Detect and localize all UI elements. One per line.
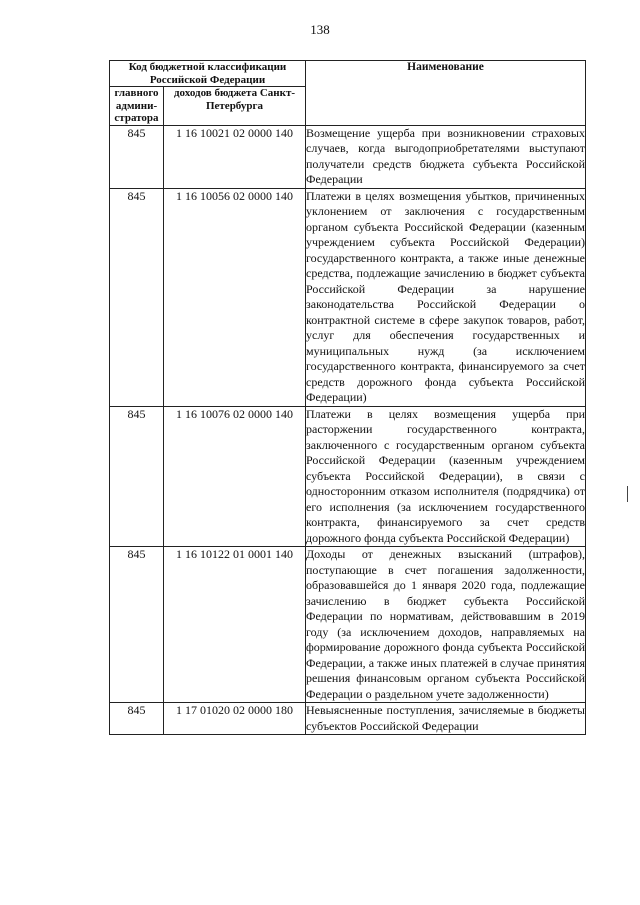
admin-code-cell: 845 xyxy=(110,406,164,547)
scan-artifact-mark xyxy=(627,486,628,502)
description-cell: Платежи в целях возмещения убытков, причиненных уклонением от заключения с государственным органом субъекта Российской Федерации (казенным учреждением субъекта Российской Федерации) государственного контракта, а также иные денежные средства, подлежащие зачислению в бюджет субъекта Российской Федерации за нарушение законодательства Российской Федерации о контрактной системе в сфере закупок товаров, работ, услуг для обеспечения государственных и муниципальных нужд (за исключением государственного контракта, финансируемого за счет средств дорожного фонда субъекта Российской Федерации) xyxy=(306,188,585,404)
table-row xyxy=(110,188,586,406)
table-row xyxy=(110,125,586,188)
table-row xyxy=(110,547,586,703)
admin-code-cell: 845 xyxy=(110,547,164,703)
page-number: 138 xyxy=(310,22,330,37)
admin-code-cell: 845 xyxy=(110,125,164,188)
income-code-cell: 1 16 10076 02 0000 140 xyxy=(164,406,306,547)
header-income: доходов бюджета Санкт-Петербурга xyxy=(164,87,306,126)
description-cell: Невыясненные поступления, зачисляемые в бюджеты субъектов Российской Федерации xyxy=(306,703,585,733)
income-code-cell: 1 16 10056 02 0000 140 xyxy=(164,188,306,406)
table-row xyxy=(110,703,586,735)
budget-classification-table xyxy=(109,60,586,735)
description-cell: Платежи в целях возмещения ущерба при расторжении государственного контракта, заключенного с государственным органом субъекта Российской Федерации (казенным учреждением субъекта Российской Федерации), в связи с односторонним отказом исполнителя (подрядчика) от его исполнения (за исключением государственного контракта, финансируемого за счет средств дорожного фонда субъекта Российской Федерации) xyxy=(306,406,585,545)
income-code-cell: 1 16 10122 01 0001 140 xyxy=(164,547,306,703)
income-code-cell: 1 17 01020 02 0000 180 xyxy=(164,703,306,735)
header-admin: главного админи-стратора xyxy=(110,87,164,126)
admin-code-cell: 845 xyxy=(110,188,164,406)
income-code-cell: 1 16 10021 02 0000 140 xyxy=(164,125,306,188)
header-budget-code-group: Код бюджетной классификации Российской Федерации xyxy=(110,61,306,87)
admin-code-cell: 845 xyxy=(110,703,164,735)
header-name: Наименование xyxy=(306,61,586,126)
description-cell: Возмещение ущерба при возникновении страховых случаев, когда выгодоприобретателями выступают получатели средств бюджета субъекта Российской Федерации xyxy=(306,125,585,186)
table-row xyxy=(110,406,586,547)
description-cell: Доходы от денежных взысканий (штрафов), поступающие в счет погашения задолженности, образовавшейся до 1 января 2020 года, подлежащие зачислению в бюджет субъекта Российской Федерации по нормативам, действовавшим в 2019 году (за исключением доходов, направляемых на формирование дорожного фонда субъекта Российской Федерации, а также иных платежей в случае принятия решения финансовым органом субъекта Российской Федерации о раздельном учете задолженности) xyxy=(306,547,585,701)
